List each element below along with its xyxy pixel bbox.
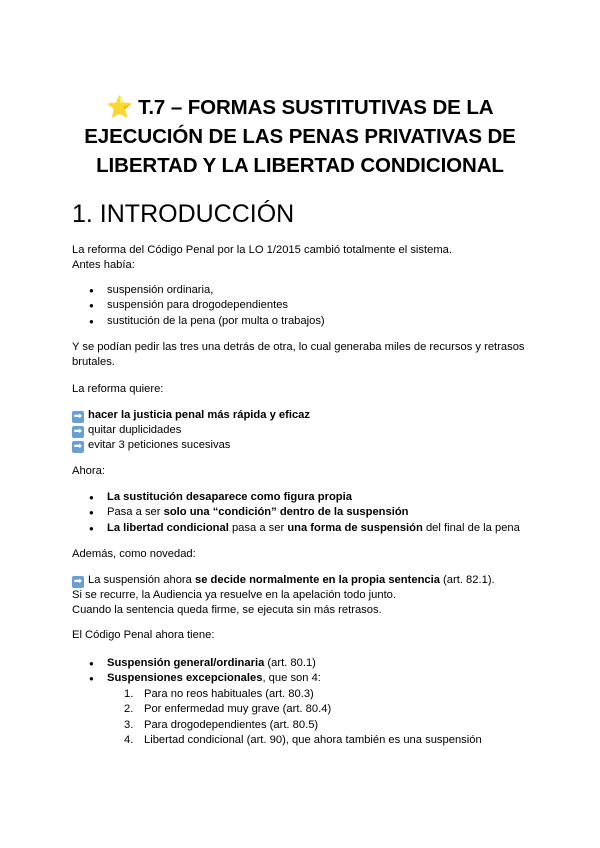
intro-line-2: Antes había: xyxy=(72,259,135,271)
numbered-item xyxy=(124,687,482,702)
code-label: El Código Penal ahora tiene: xyxy=(72,629,215,641)
list-item xyxy=(72,490,520,505)
problem-paragraph: Y se podían pedir las tres una detrás de otra, lo cual generaba miles de recursos y retrasos brutales. xyxy=(72,341,525,368)
before-list xyxy=(72,283,325,329)
code-item-2a: Suspensiones excepcionales xyxy=(107,672,263,685)
arrow-right-icon: ➡ xyxy=(73,441,83,452)
intro-paragraph xyxy=(72,243,532,273)
item-number: 3. xyxy=(124,718,134,731)
arrow-right-icon: ➡ xyxy=(73,411,83,422)
now-item-3c: una forma de suspensión xyxy=(287,521,423,534)
code-list xyxy=(72,656,321,687)
section-heading: 1. INTRODUCCIÓN xyxy=(72,200,295,228)
document-title-text: T.7 – FORMAS SUSTITUTIVAS DE LA EJECUCIÓN DE LAS PENAS PRIVATIVAS DE LIBERTAD Y LA LIBERTAD CONDICIONAL xyxy=(84,96,516,177)
item-text: Para drogodependientes (art. 80.5) xyxy=(144,718,319,731)
code-item-2b: , que son 4: xyxy=(262,672,321,685)
list-item xyxy=(72,671,321,686)
item-number: 1. xyxy=(124,688,134,700)
novelty-b: se decide normalmente en la propia sentencia xyxy=(194,574,440,586)
numbered-item xyxy=(124,702,482,717)
item-text: Por enfermedad muy grave (art. 80.4) xyxy=(144,703,332,716)
reform-goal-3: evitar 3 peticiones sucesivas xyxy=(88,439,231,451)
now-item-3d: del final de la pena xyxy=(422,521,520,534)
reform-intro: La reforma quiere: xyxy=(72,383,164,395)
reform-goal-1: hacer la justicia penal más rápida y eficaz xyxy=(88,409,310,421)
novelty-paragraph xyxy=(72,573,532,618)
numbered-item xyxy=(124,733,482,748)
arrow-right-icon: ➡ xyxy=(73,426,83,437)
code-item-1a: Suspensión general/ordinaria xyxy=(107,657,265,669)
document-title xyxy=(60,93,540,180)
exceptional-list xyxy=(124,687,482,748)
now-item-2b: solo una “condición” dentro de la suspensión xyxy=(163,506,409,519)
now-item-3b: pasa a ser xyxy=(228,521,288,534)
list-item xyxy=(72,656,321,671)
novelty-a: La suspensión ahora xyxy=(88,574,195,586)
list-item xyxy=(72,521,520,536)
item-text: Libertad condicional (art. 90), que ahora también es una suspensión xyxy=(144,733,482,746)
intro-line-1: La reforma del Código Penal por la LO 1/2015 cambió totalmente el sistema. xyxy=(72,244,452,256)
arrow-right-icon: ➡ xyxy=(73,576,83,587)
novelty-label: Además, como novedad: xyxy=(72,548,196,560)
list-item: ● suspensión ordinaria, xyxy=(72,283,325,298)
reform-goals xyxy=(72,408,532,453)
item-text: Para no reos habituales (art. 80.3) xyxy=(144,688,314,700)
list-item: ● sustitución de la pena (por multa o trabajos) xyxy=(72,314,325,329)
now-item-2a: Pasa a ser xyxy=(107,506,164,519)
novelty-line-2: Si se recurre, la Audiencia ya resuelve en la apelación todo junto. xyxy=(72,589,397,601)
now-item-1: La sustitución desaparece como figura propia xyxy=(107,491,352,503)
item-number: 4. xyxy=(124,733,134,746)
code-item-1b: (art. 80.1) xyxy=(264,657,316,669)
now-item-3a: La libertad condicional xyxy=(107,521,229,534)
novelty-line-3: Cuando la sentencia queda firme, se ejecuta sin más retrasos. xyxy=(72,604,382,616)
now-list xyxy=(72,490,520,536)
reform-goal-2: quitar duplicidades xyxy=(88,424,182,436)
star-icon: ⭐ xyxy=(106,96,133,119)
item-number: 2. xyxy=(124,703,134,716)
list-item: ● suspensión para drogodependientes xyxy=(72,298,325,313)
now-label: Ahora: xyxy=(72,465,105,477)
numbered-item xyxy=(124,718,482,733)
list-item xyxy=(72,505,520,520)
novelty-c: (art. 82.1). xyxy=(439,574,495,586)
